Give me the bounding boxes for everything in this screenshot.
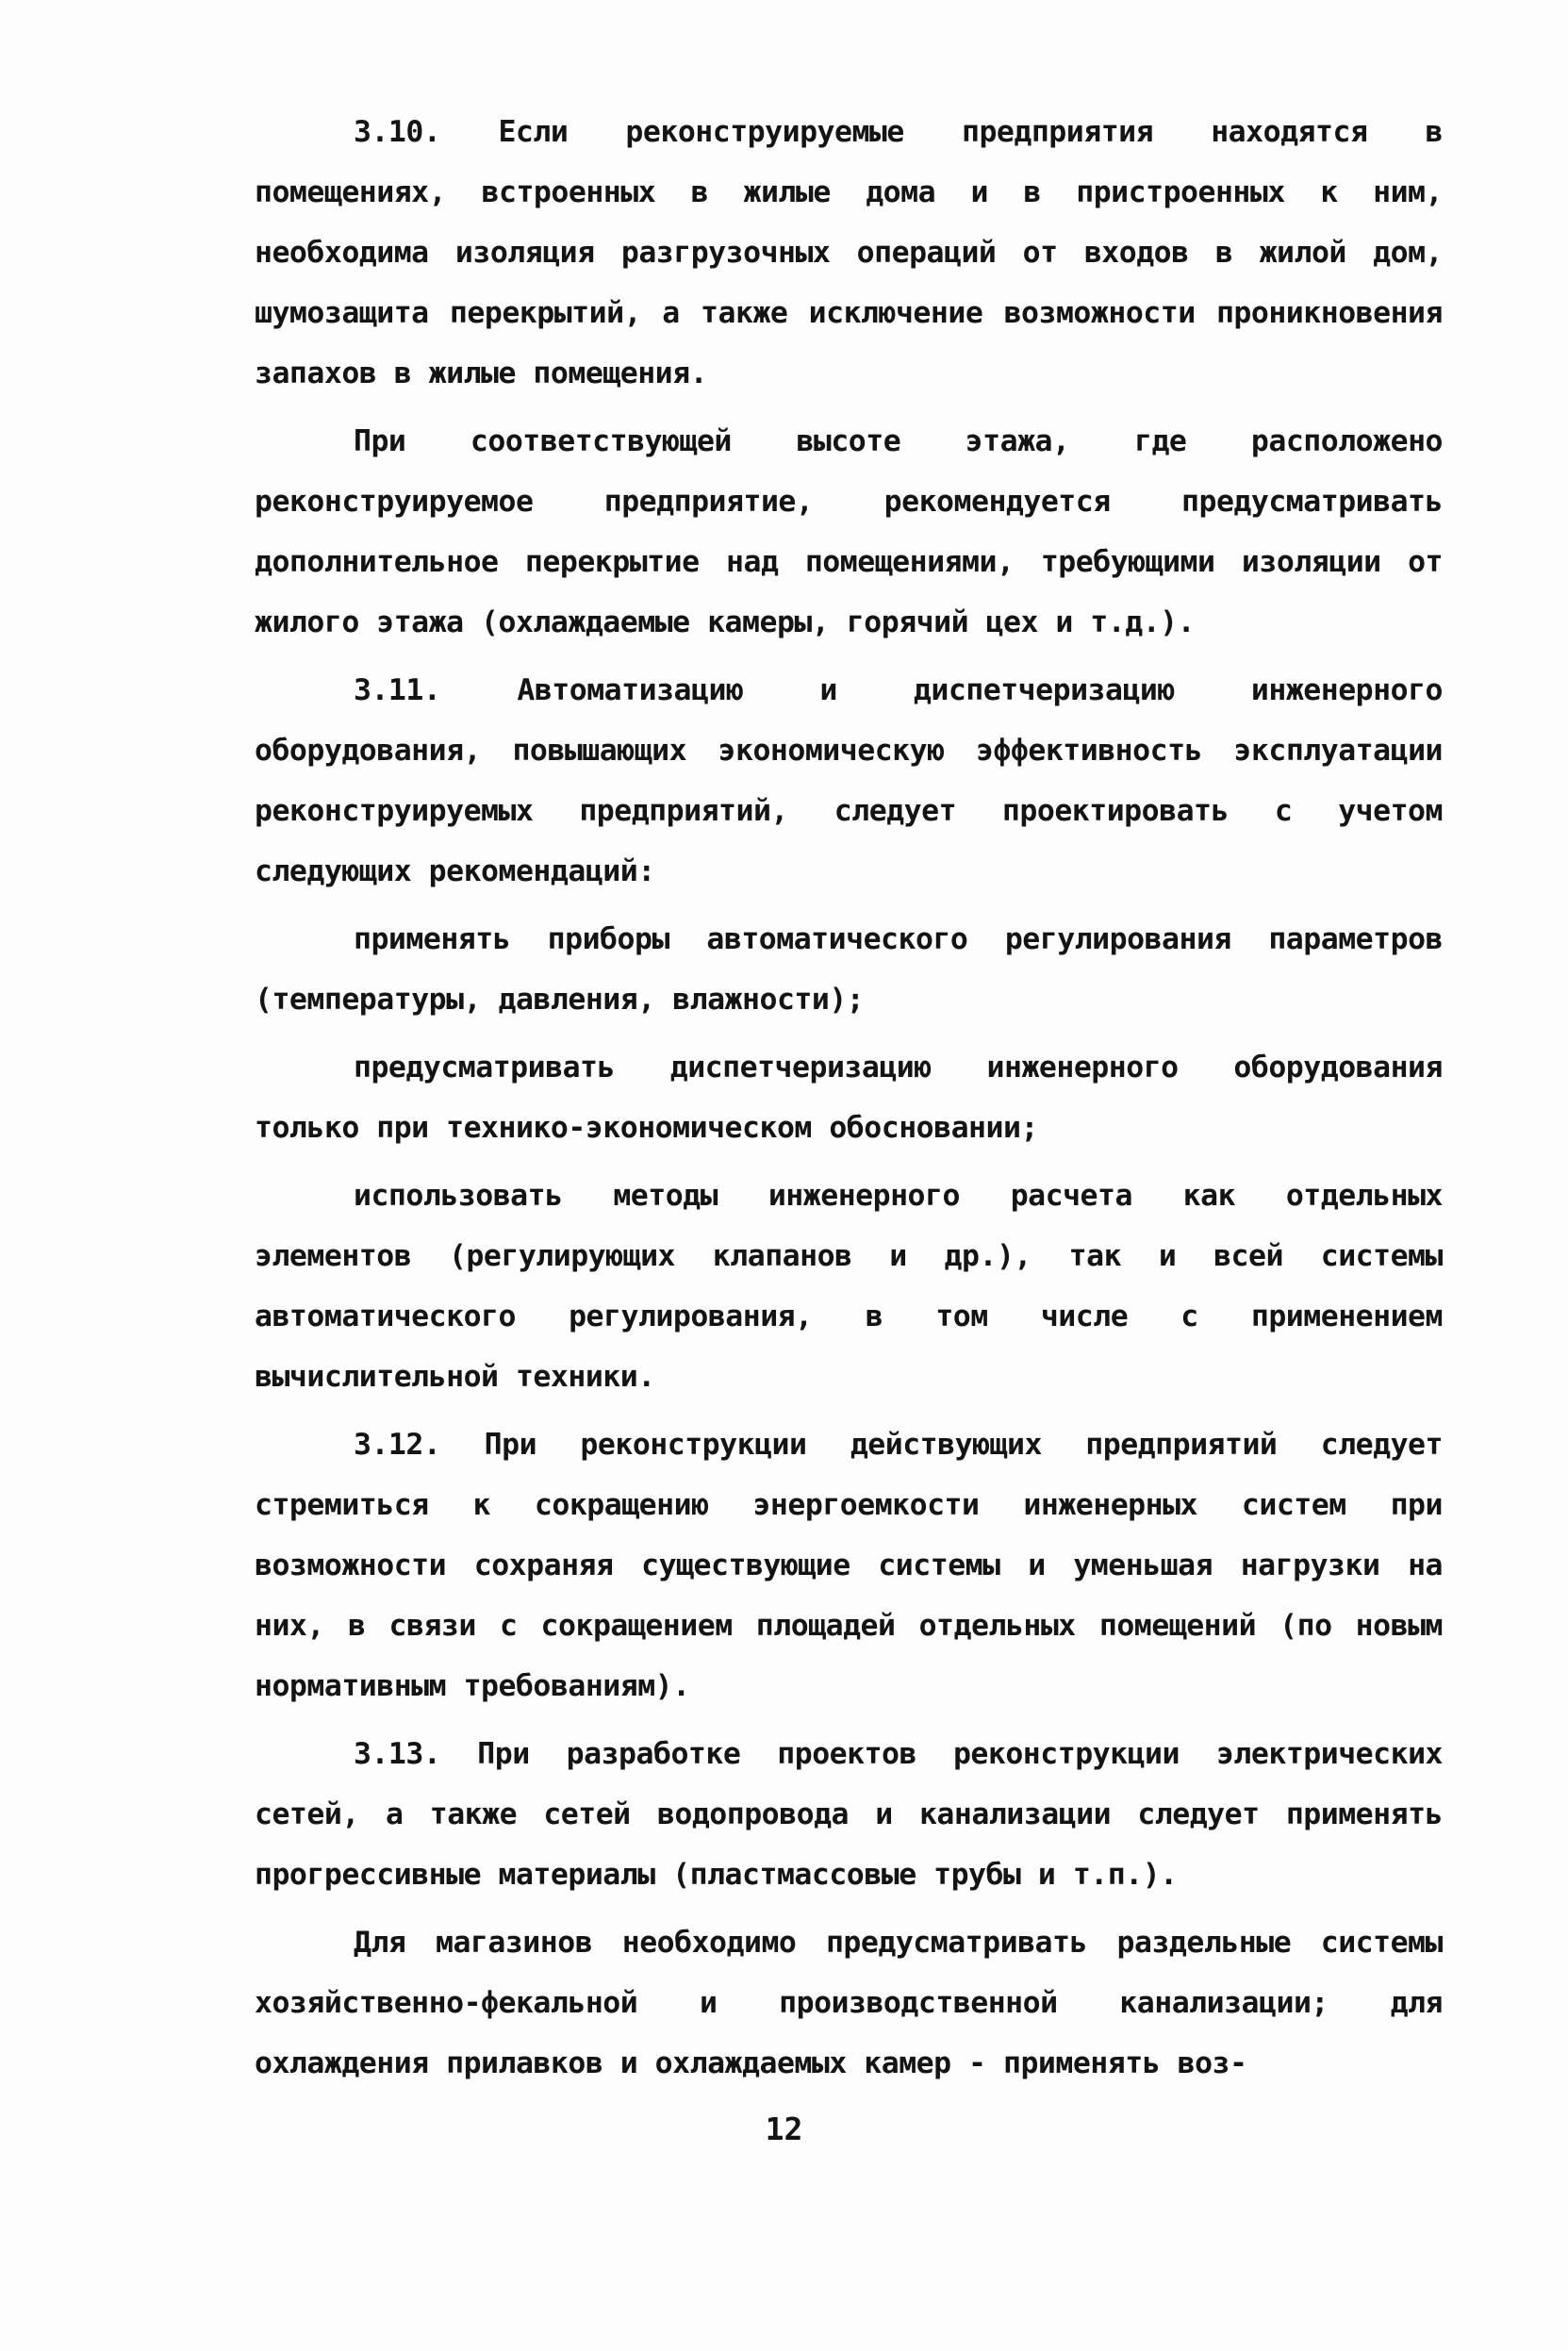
document-body — [255, 102, 1443, 2101]
paragraph-3-11: 3.11. Автоматизацию и диспетчеризацию инженерного оборудования, повышающих экономическую эффективность эксплуатации реконструируемых предприятий, следует проектировать с учетом следующих рекомендаций: — [255, 673, 1443, 888]
list-item-dispatching: предусматривать диспетчеризацию инженерного оборудования только при технико-экономическом обосновании; — [255, 1051, 1443, 1145]
list-item-calculation-methods: использовать методы инженерного расчета как отдельных элементов (регулирующих клапанов и др.), так и всей системы автоматического регулирования, в том числе с применением вычислительной техники. — [255, 1179, 1443, 1394]
page-number: 12 — [765, 2111, 803, 2147]
paragraph-3-10: 3.10. Если реконструируемые предприятия находятся в помещениях, встроенных в жилые дома и в пристроенных к ним, необходима изоляция разгрузочных операций от входов в жилой дом, шумозащита перекрытий, а также исключение возможности проникновения запахов в жилые помещения. — [255, 115, 1443, 390]
paragraph-3-13: 3.13. При разработке проектов реконструкции электрических сетей, а также сетей водопровода и канализации следует применять прогрессивные материалы (пластмассовые трубы и т.п.). — [255, 1737, 1443, 1892]
list-item-regulation-devices: применять приборы автоматического регулирования параметров (температуры, давления, влажности); — [255, 922, 1443, 1017]
paragraph-shops-sewerage: Для магазинов необходимо предусматривать раздельные системы хозяйственно-фекальной и производственной канализации; для охлаждения прилавков и охлаждаемых камер - применять воз- — [255, 1926, 1443, 2080]
paragraph-3-12: 3.12. При реконструкции действующих предприятий следует стремиться к сокращению энергоемкости инженерных систем при возможности сохраняя существующие системы и уменьшая нагрузки на них, в связи с сокращением площадей отдельных помещений (по новым нормативным требованиям). — [255, 1428, 1443, 1703]
paragraph-floor-height: При соответствующей высоте этажа, где расположено реконструируемое предприятие, рекомендуется предусматривать дополнительное перекрытие над помещениями, требующими изоляции от жилого этажа (охлаждаемые камеры, горячий цех и т.д.). — [255, 424, 1443, 639]
